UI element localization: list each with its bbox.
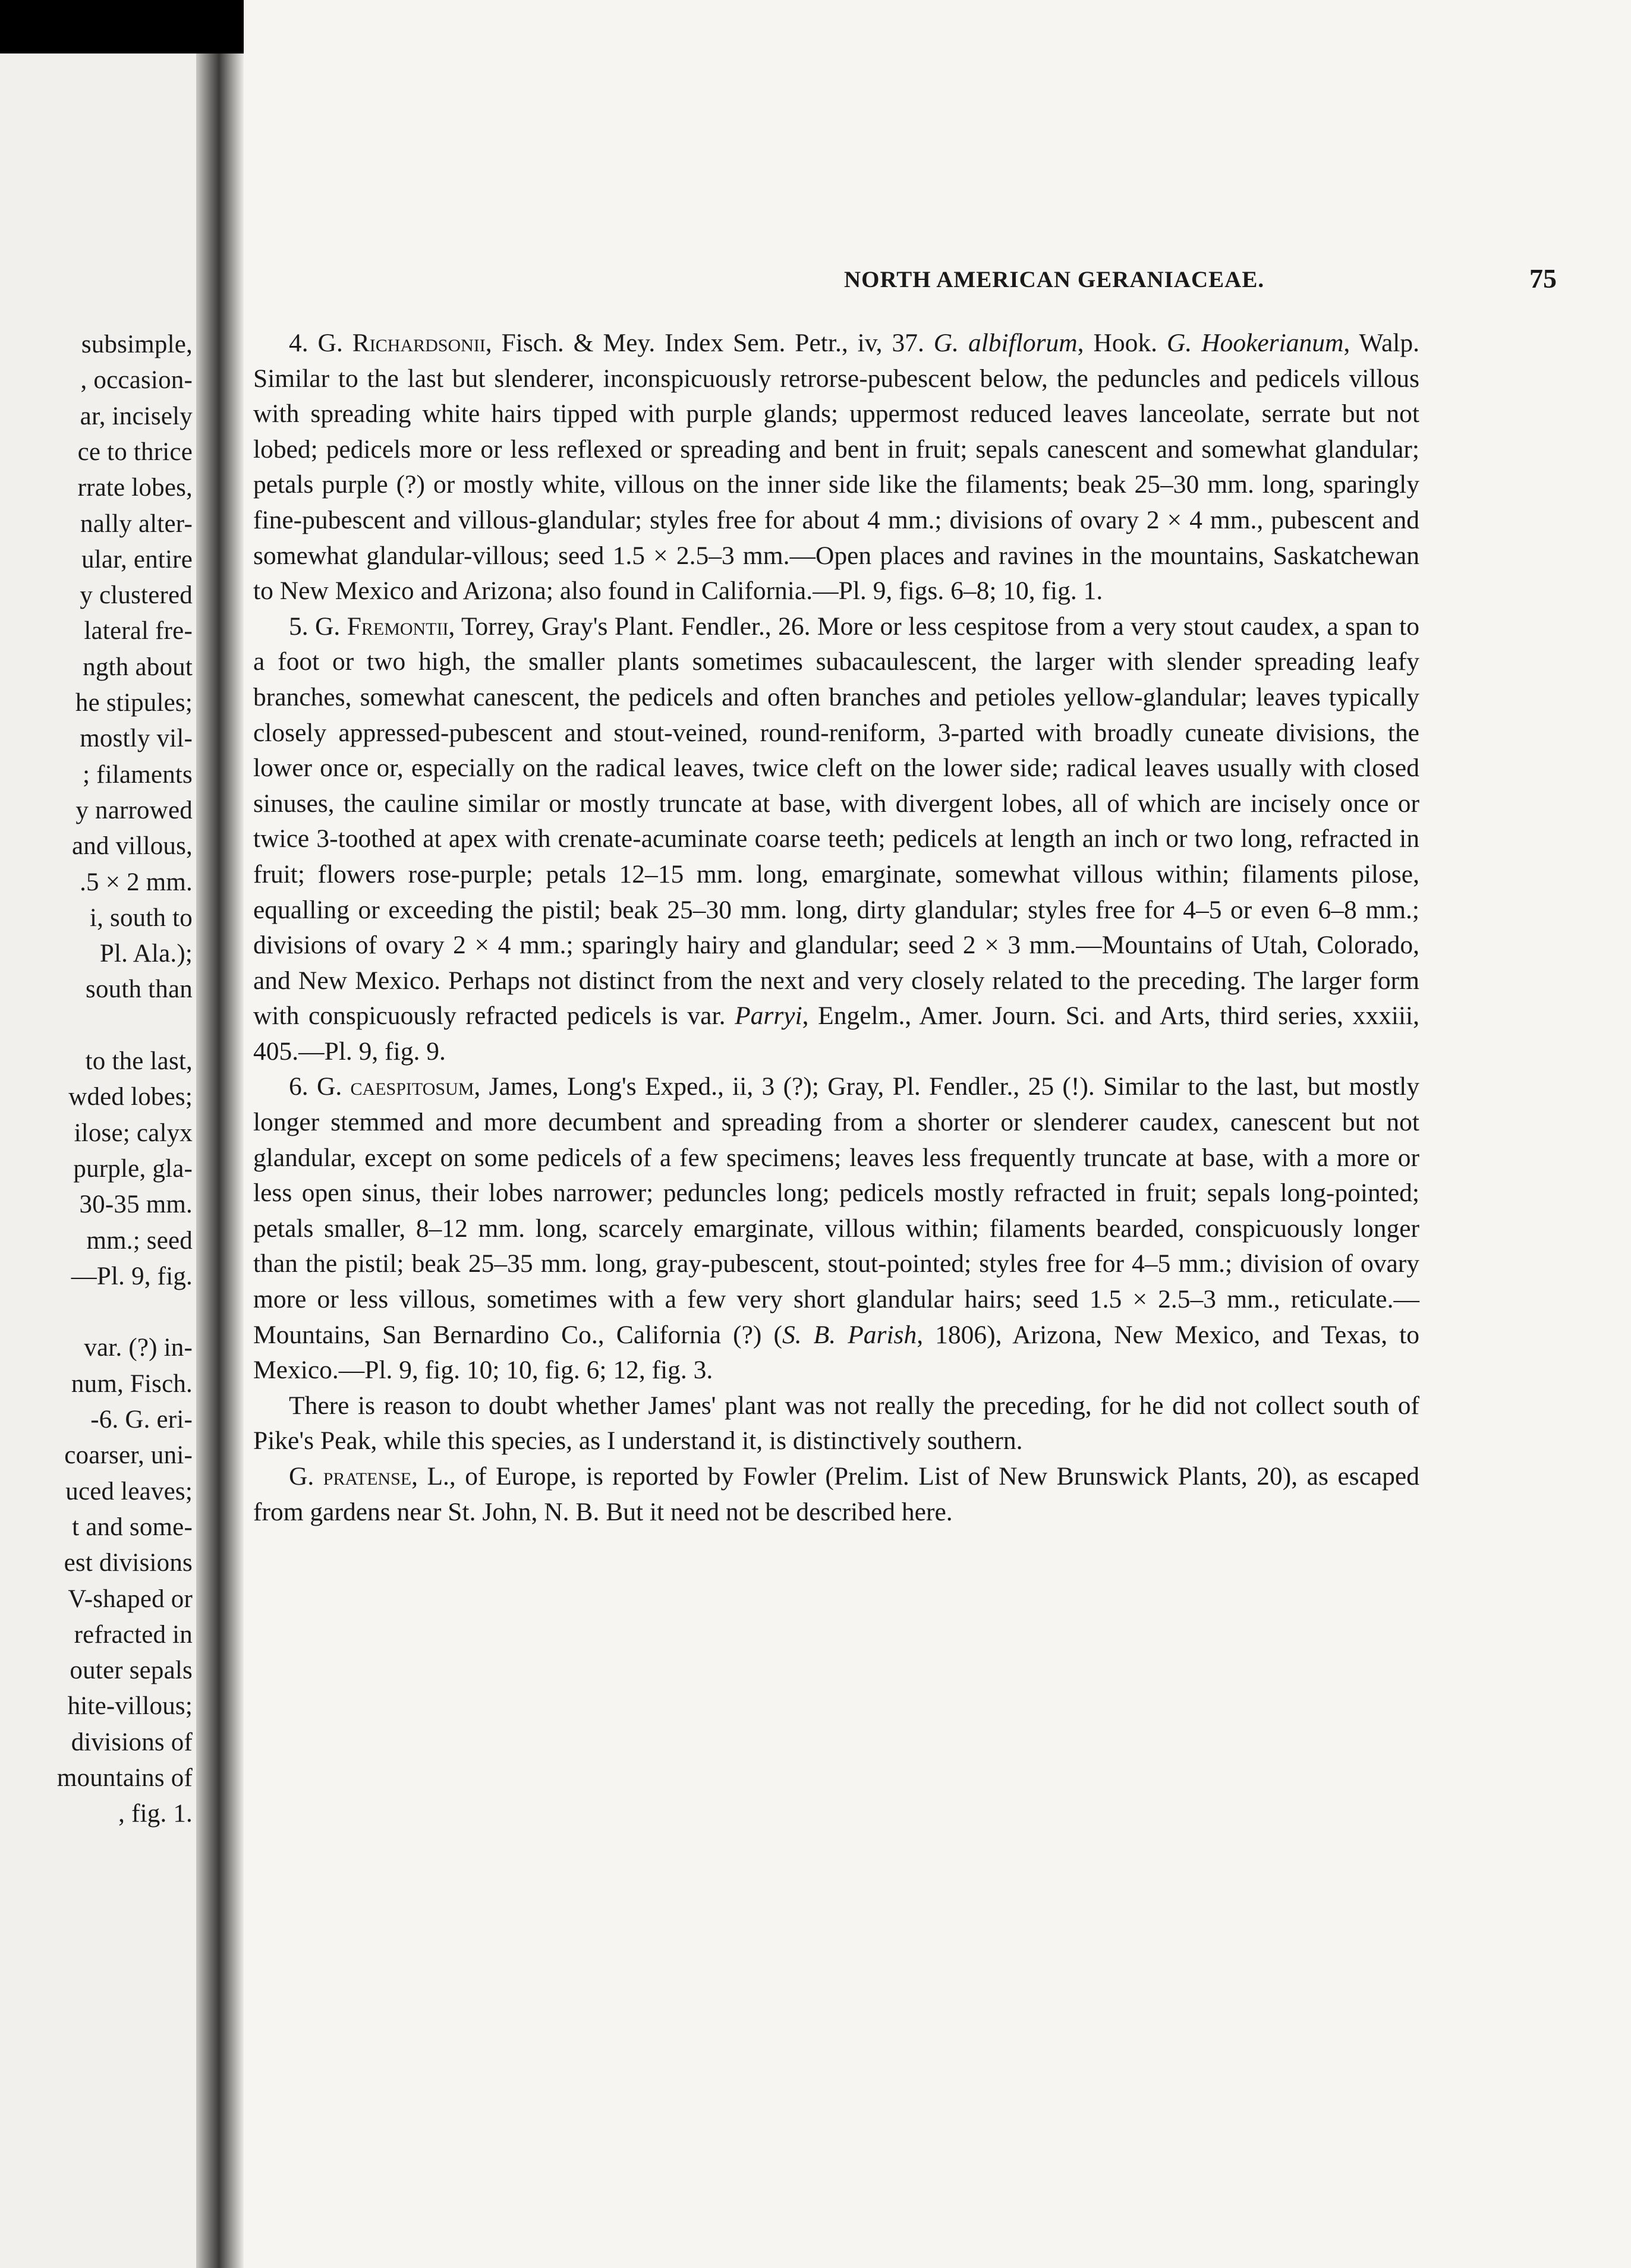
- left-page-line: var. (?) in-: [84, 1334, 193, 1362]
- paragraph-note: There is reason to doubt whether James' plant was not really the preceding, for he did not collect south of Pike's Peak, while this species, as I understand it, is distinctively southern.: [253, 1391, 1419, 1456]
- paragraph-fremontii: [253, 609, 1419, 1070]
- text-run: , Engelm., Amer. Journ. Sci. and Arts, third series, xxxiii, 405.—Pl. 9, fig. 9.: [253, 1001, 1419, 1066]
- species-name: caespitosum: [350, 1072, 474, 1101]
- left-page-line: uced leaves;: [65, 1477, 193, 1505]
- species-name: pratense: [323, 1462, 412, 1491]
- left-page-line: V-shaped or: [68, 1585, 193, 1613]
- left-page-line: rrate lobes,: [77, 474, 193, 502]
- left-page-line: -6. G. eri-: [90, 1406, 193, 1434]
- species-name: Richardsonii: [352, 329, 486, 357]
- variety-name: Parryi: [735, 1001, 802, 1031]
- left-page-line: , fig. 1.: [118, 1800, 193, 1828]
- left-page-line: south than: [86, 975, 193, 1004]
- left-page-line: lateral fre-: [84, 617, 193, 645]
- left-page-line: t and some-: [72, 1513, 193, 1541]
- left-page-line: coarser, uni-: [64, 1441, 193, 1470]
- paragraph-richardsonii: [253, 326, 1419, 609]
- entry-number: 4. G.: [289, 329, 352, 357]
- left-page-line: refracted in: [74, 1620, 193, 1649]
- entry-number: G.: [289, 1462, 323, 1491]
- left-page-line: hite-villous;: [67, 1692, 193, 1721]
- text-run: , Walp. Similar to the last but slenderer, inconspicuously retrorse-pubescent below, the peduncles and pedicels villous with spreading white hairs tipped with purple glands; uppermost reduced leaves lanceolate, serrate but not lobed; pedicels more or less reflexed or spreading and bent in fruit; sepals canescent and somewhat glandular; petals purple (?) or mostly white, villous on the inner side like the filaments; beak 25–30 mm. long, sparingly fine-pubescent and villous-glandular; styles free for about 4 mm.; divisions of ovary 2 × 4 mm., pubescent and somewhat glandular-villous; seed 1.5 × 2.5–3 mm.—Open places and ravines in the mountains, Saskatchewan to New Mexico and Arizona; also found in California.—Pl. 9, figs. 6–8; 10, fig. 1.: [253, 329, 1419, 606]
- text-run: , Hook.: [1077, 329, 1167, 357]
- left-page-line: he stipules;: [75, 689, 193, 717]
- left-page-line: outer sepals: [70, 1656, 193, 1685]
- left-page-line: y narrowed: [75, 796, 193, 824]
- page-number: 75: [1529, 263, 1557, 294]
- left-page-line: mm.; seed: [86, 1226, 193, 1255]
- left-page-line: ilose; calyx: [74, 1119, 193, 1147]
- text-run: , 1806), Arizona, New Mexico, and Texas, to Mexico.—Pl. 9, fig. 10; 10, fig. 6; 12, fig. 3.: [253, 1320, 1419, 1385]
- left-page-line: ce to thrice: [77, 437, 193, 466]
- body-text: [253, 326, 1419, 1530]
- left-page-line: subsimple,: [81, 330, 193, 358]
- text-run: , L., of Europe, is reported by Fowler (Prelim. List of New Brunswick Plants, 20), as escaped from gardens near St. John, N. B. But it need not be described here.: [253, 1462, 1419, 1526]
- left-page-line: ngth about: [83, 653, 193, 681]
- left-page-line: .5 × 2 mm.: [80, 868, 193, 896]
- paragraph-caespitosum: [253, 1069, 1419, 1388]
- left-page-line: est divisions: [64, 1549, 193, 1577]
- left-page-line: 30-35 mm.: [79, 1190, 193, 1219]
- left-page-line: —Pl. 9, fig.: [71, 1262, 193, 1290]
- left-page-line: ; filaments: [83, 760, 193, 789]
- left-page-line: purple, gla-: [73, 1154, 193, 1183]
- text-run: , Fisch. & Mey. Index Sem. Petr., iv, 37.: [485, 329, 934, 357]
- species-name: Fremontii: [347, 612, 449, 641]
- collector-name: S. B. Parish: [782, 1320, 917, 1349]
- running-head: NORTH AMERICAN GERANIACEAE.: [844, 267, 1265, 292]
- left-page-line: mostly vil-: [80, 724, 193, 753]
- left-page-line: Pl. Ala.);: [99, 940, 193, 968]
- book-gutter: [196, 53, 244, 2268]
- left-page-line: num, Fisch.: [71, 1369, 193, 1398]
- left-page-line: , occasion-: [80, 366, 193, 395]
- left-page-line: wded lobes;: [68, 1083, 193, 1111]
- left-page-line: ular, entire: [81, 545, 193, 574]
- left-page-line: and villous,: [71, 832, 193, 861]
- left-page-fragment: [0, 53, 196, 2268]
- synonym: G. Hookerianum: [1166, 329, 1344, 357]
- left-page-line: ar, incisely: [80, 402, 193, 430]
- text-run: , James, Long's Exped., ii, 3 (?); Gray, Pl. Fendler., 25 (!). Similar to the last, but mostly longer stemmed and more decumbent and spreading from a shorter or slenderer caudex, canescent but not glandular, except on some pedicels of a few specimens; leaves less frequently truncate at base, with a more or less open sinus, their lobes narrower; peduncles long; pedicels mostly refracted in fruit; sepals long-pointed; petals smaller, 8–12 mm. long, scarcely emarginate, villous within; filaments bearded, conspicuously longer than the pistil; beak 25–35 mm. long, gray-pubescent, stout-pointed; styles free for 4–5 mm.; division of ovary more or less villous, sometimes with a few very short glandular hairs; seed 1.5 × 2.5–3 mm., reticulate.—Mountains, San Bernardino Co., California (?) (: [253, 1072, 1419, 1349]
- left-page-line: divisions of: [71, 1728, 193, 1756]
- left-page-line: i, south to: [89, 903, 193, 932]
- text-run: , Torrey, Gray's Plant. Fendler., 26. More or less cespitose from a very stout caudex, a span to a foot or two high, the smaller plants sometimes subacaulescent, the larger with slender spreading leafy branches, somewhat canescent, the pedicels and often branches and petioles yellow-glandular; leaves typically closely appressed-pubescent and stout-veined, round-reniform, 3-parted with broadly cuneate divisions, the lower once or, especially on the radical leaves, twice cleft on the lower side; radical leaves usually with closed sinuses, the cauline similar or mostly truncate at base, with divergent lobes, all of which are incisely once or twice 3-toothed at apex with crenate-acuminate coarse teeth; pedicels at length an inch or two long, refracted in fruit; flowers rose-purple; petals 12–15 mm. long, emarginate, somewhat villous within; filaments pilose, equalling or exceeding the pistil; beak 25–30 mm. long, dirty glandular; styles free for 4–5 or even 6–8 mm.; divisions of ovary 2 × 4 mm.; sparingly hairy and glandular; seed 2 × 3 mm.—Mountains of Utah, Colorado, and New Mexico. Perhaps not distinct from the next and very closely related to the preceding. The larger form with conspicuously refracted pedicels is var.: [253, 612, 1419, 1031]
- left-page-line: nally alter-: [80, 509, 193, 538]
- left-page-line: y clustered: [80, 581, 193, 610]
- paragraph-pratense: [253, 1459, 1419, 1530]
- entry-number: 6. G.: [289, 1072, 351, 1101]
- left-page-line: to the last,: [85, 1047, 193, 1075]
- entry-number: 5. G.: [289, 612, 347, 641]
- left-page-line: mountains of: [56, 1764, 193, 1792]
- synonym: G. albiflorum: [933, 329, 1078, 357]
